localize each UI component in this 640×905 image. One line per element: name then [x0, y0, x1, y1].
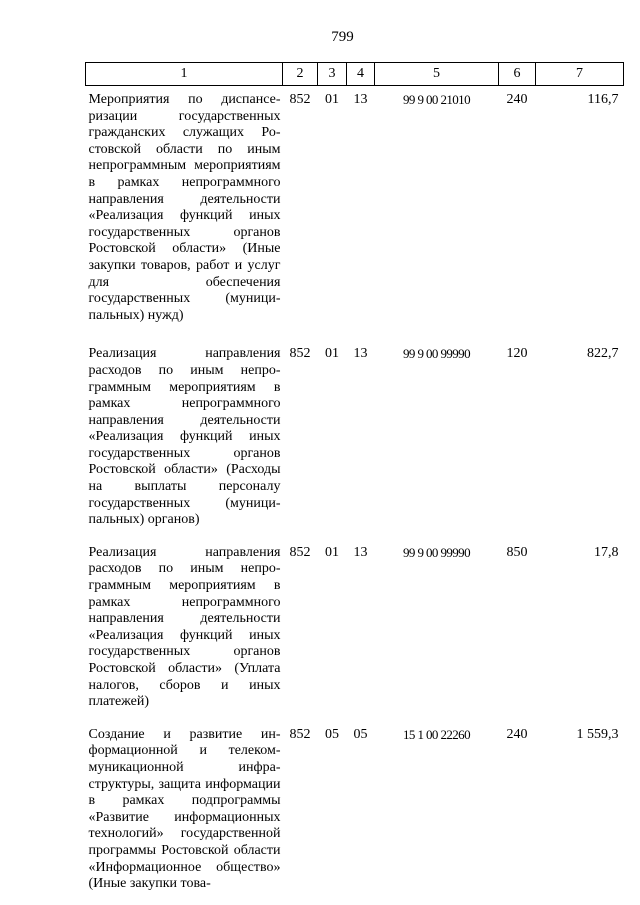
page-number: 799: [331, 29, 354, 45]
cell-section: 01: [325, 92, 339, 107]
cell-expense-type: 240: [506, 726, 528, 742]
budget-table: [85, 62, 624, 893]
row-description: Мероприятия по диспансеризации государственных гражданских служащих Ростовской области по иным непрограммным мероприятиям в рамках непрограммного направления деятельности «Реализация функций иных государственных органов Ростовской области» (Иные закупки товаров, работ и услуг для обеспечения государственных (муниципальных) нужд): [88, 92, 281, 323]
column-header-3: 3: [318, 63, 347, 86]
cell-expense-type: 850: [506, 544, 528, 560]
cell-amount: 116,7: [587, 92, 619, 107]
cell-ministry-code: 852: [289, 544, 311, 560]
table-row: [86, 545, 624, 711]
cell-ministry-code: 852: [289, 726, 311, 742]
cell-amount: 822,7: [587, 346, 619, 362]
cell-ministry-code: 852: [289, 346, 311, 362]
row-description: Реализация направления расходов по иным непрограммным мероприятиям в рамках непрограммного направления деятельности «Реализация функций иных государственных органов Ростовской области» (Уплата налогов, сборов и иных платежей): [88, 544, 281, 710]
cell-expense-type: 120: [506, 346, 528, 362]
column-header-5: 5: [375, 63, 499, 86]
table-row: [86, 346, 624, 529]
column-header-1: 1: [86, 63, 283, 86]
cell-expense-type: 240: [506, 92, 528, 107]
cell-subsection: 05: [353, 726, 368, 742]
table-header-row: [86, 63, 624, 86]
table-row: [86, 86, 624, 325]
cell-section: 01: [325, 346, 339, 362]
row-description: Реализация направления расходов по иным непрограммным мероприятиям в рамках непрограммного направления деятельности «Реализация функций иных государственных органов Ростовской области» (Расходы на выплаты персоналу государственных (муниципальных) органов): [88, 346, 281, 528]
table-row: [86, 727, 624, 893]
cell-target-article: 15 1 00 22260: [403, 726, 470, 742]
column-header-7: 7: [536, 63, 624, 86]
row-description: Создание и развитие информационной и телекоммуникационной инфраструктуры, защита информации в рамках подпрограммы «Развитие информационных технологий» государственной программы Ростовской области «Информационное общество» (Иные закупки това-: [88, 726, 281, 892]
cell-target-article: 99 9 00 99990: [403, 544, 470, 560]
cell-section: 05: [325, 726, 339, 742]
cell-subsection: 13: [353, 544, 368, 560]
cell-target-article: 99 9 00 21010: [403, 92, 470, 107]
column-header-4: 4: [347, 63, 375, 86]
cell-subsection: 13: [353, 92, 368, 107]
cell-subsection: 13: [353, 346, 368, 362]
cell-amount: 1 559,3: [576, 726, 619, 742]
column-header-6: 6: [499, 63, 536, 86]
cell-amount: 17,8: [594, 544, 619, 560]
column-header-2: 2: [283, 63, 318, 86]
cell-section: 01: [325, 544, 339, 560]
cell-target-article: 99 9 00 99990: [403, 346, 470, 362]
cell-ministry-code: 852: [289, 92, 311, 107]
